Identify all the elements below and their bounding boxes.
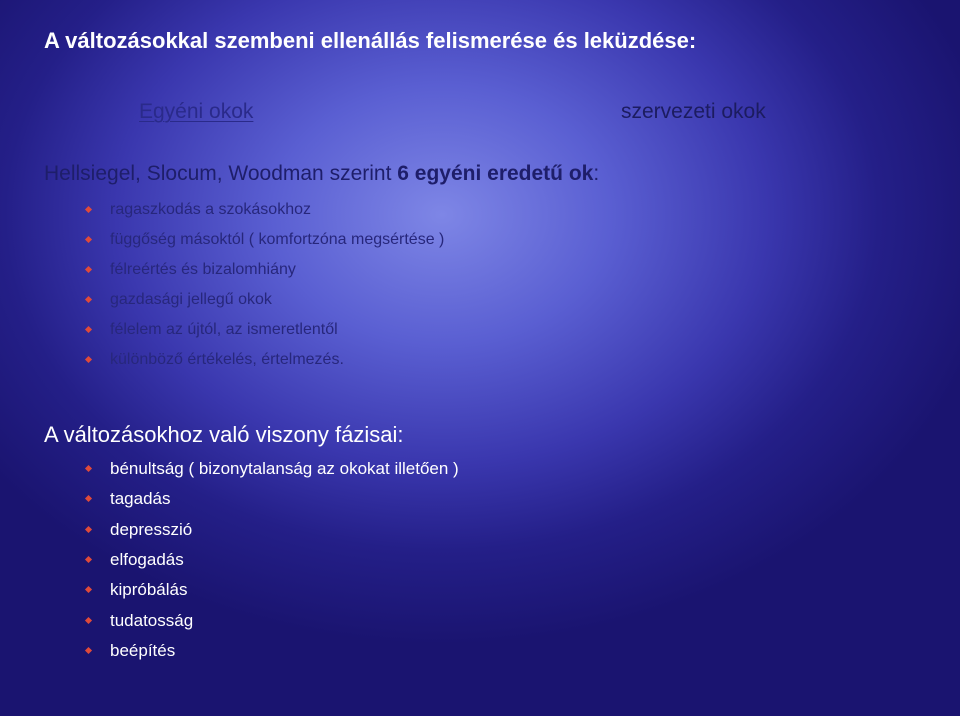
column-header-organizational: szervezeti okok xyxy=(621,100,766,123)
list-item-text: különböző értékelés, értelmezés. xyxy=(110,351,344,368)
list-item-text: ragaszkodás a szokásokhoz xyxy=(110,201,311,218)
diamond-bullet-icon xyxy=(85,495,92,502)
list-item-text: tagadás xyxy=(110,489,171,508)
diamond-bullet-icon xyxy=(85,465,92,472)
list-item-text: elfogadás xyxy=(110,550,184,569)
diamond-bullet-icon xyxy=(85,356,92,363)
section1-heading xyxy=(44,162,599,186)
section1-heading-suffix: : xyxy=(593,162,600,185)
diamond-bullet-icon xyxy=(85,236,92,243)
diamond-bullet-icon xyxy=(85,526,92,533)
diamond-bullet-icon xyxy=(85,266,92,273)
list-item-text: tudatosság xyxy=(110,611,194,630)
list-item-text: depresszió xyxy=(110,520,193,539)
list-item-text: bénultság ( bizonytalanság az okokat illetően ) xyxy=(110,459,459,478)
list-item-text: függőség másoktól ( komfortzóna megsértése ) xyxy=(110,231,445,248)
diamond-bullet-icon xyxy=(85,326,92,333)
section1-heading-strong: 6 egyéni eredetű ok xyxy=(397,162,594,185)
list-item-text: félreértés és bizalomhiány xyxy=(110,261,296,278)
list-item-text: beépítés xyxy=(110,641,176,660)
slide-title: A változásokkal szembeni ellenállás felismerése és leküzdése: xyxy=(44,28,697,53)
section2-heading: A változásokhoz való viszony fázisai: xyxy=(44,422,404,447)
list-item-text: gazdasági jellegű okok xyxy=(110,291,272,308)
diamond-bullet-icon xyxy=(85,647,92,654)
diamond-bullet-icon xyxy=(85,556,92,563)
diamond-bullet-icon xyxy=(85,296,92,303)
list-item-text: kipróbálás xyxy=(110,580,188,599)
list-item-text: félelem az újtól, az ismeretlentől xyxy=(110,321,338,338)
column-header-individual[interactable]: Egyéni okok xyxy=(139,100,254,123)
diamond-bullet-icon xyxy=(85,206,92,213)
diamond-bullet-icon xyxy=(85,617,92,624)
section1-heading-prefix: Hellsiegel, Slocum, Woodman szerint xyxy=(44,162,398,185)
diamond-bullet-icon xyxy=(85,586,92,593)
